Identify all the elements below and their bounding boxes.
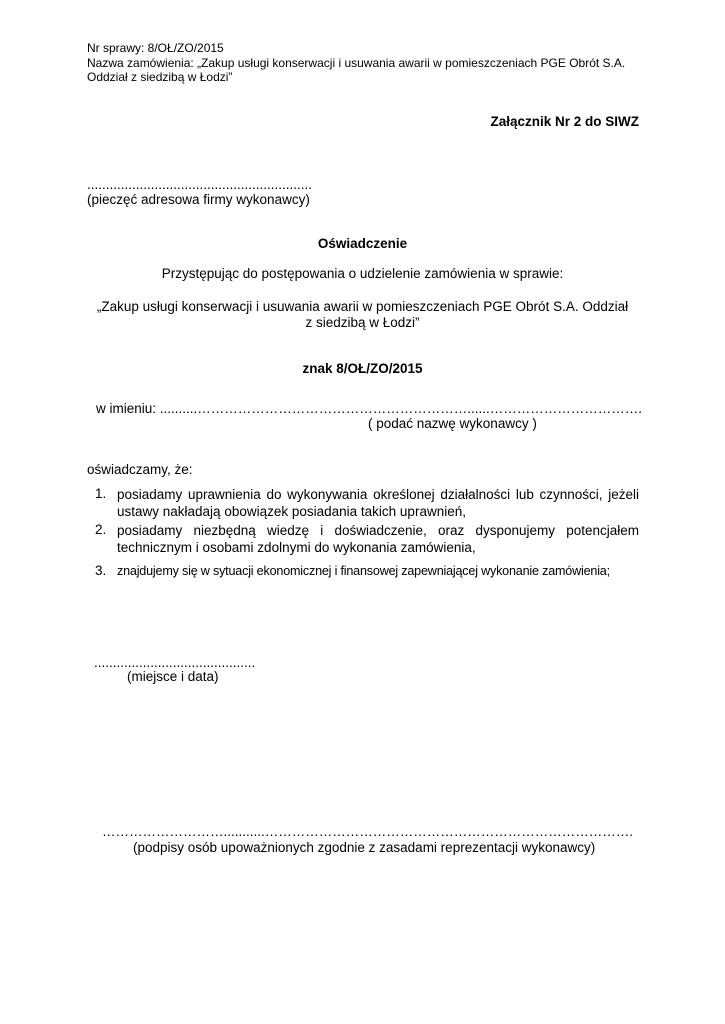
subject-line2: z siedzibą w Łodzi” bbox=[305, 315, 420, 330]
list-item-number: 3. bbox=[95, 563, 107, 578]
stamp-caption: (pieczęć adresowa firmy wykonawcy) bbox=[87, 192, 310, 207]
stamp-dots: ............................................................ bbox=[87, 177, 313, 192]
on-behalf-hint: ( podać nazwę wykonawcy ) bbox=[368, 416, 537, 431]
declare-label: oświadczamy, że: bbox=[87, 462, 193, 477]
list-item-text: znajdujemy się w sytuacji ekonomicznej i finansowej zapewniającej wykonanie zamówienia; bbox=[117, 564, 610, 578]
place-date-dots: ........................................... bbox=[94, 655, 256, 670]
case-number: Nr sprawy: 8/OŁ/ZO/2015 bbox=[87, 41, 224, 55]
attachment-title: Załącznik Nr 2 do SIWZ bbox=[490, 114, 639, 129]
list-item-number: 1. bbox=[95, 486, 107, 501]
signature-caption: (podpisy osób upoważnionych zgodnie z zasadami reprezentacji wykonawcy) bbox=[133, 840, 596, 855]
subject-line1: „Zakup usługi konserwacji i usuwania awarii w pomieszczeniach PGE Obrót S.A. Oddział bbox=[96, 299, 629, 314]
list-item-text: posiadamy uprawnienia do wykonywania określonej działalności lub czynności, jeżeli ustawy nakładają obowiązek posiadania takich uprawnień, bbox=[117, 487, 639, 519]
statement-intro: Przystępując do postępowania o udzielenie zamówienia w sprawie: bbox=[161, 266, 564, 281]
order-name-line2: Oddział z siedzibą w Łodzi” bbox=[87, 70, 233, 84]
place-date-caption: (miejsce i data) bbox=[127, 669, 219, 684]
on-behalf-line: w imieniu: ..........……………………………………………………......……………………………. bbox=[96, 401, 643, 416]
reference-number: znak 8/OŁ/ZO/2015 bbox=[302, 361, 423, 376]
list-item-number: 2. bbox=[95, 522, 107, 537]
statement-title: Oświadczenie bbox=[317, 236, 408, 251]
list-item-text: posiadamy niezbędną wiedzę i doświadczenie, oraz dysponujemy potencjałem technicznym i osobami zdolnymi do wykonania zamówienia, bbox=[117, 523, 639, 555]
signature-dots: ………………………...........………………………………………………………………………. bbox=[102, 824, 634, 839]
order-name-line1: Nazwa zamówienia: „Zakup usługi konserwacji i usuwania awarii w pomieszczeniach PGE Obrót S.A. bbox=[87, 56, 626, 70]
